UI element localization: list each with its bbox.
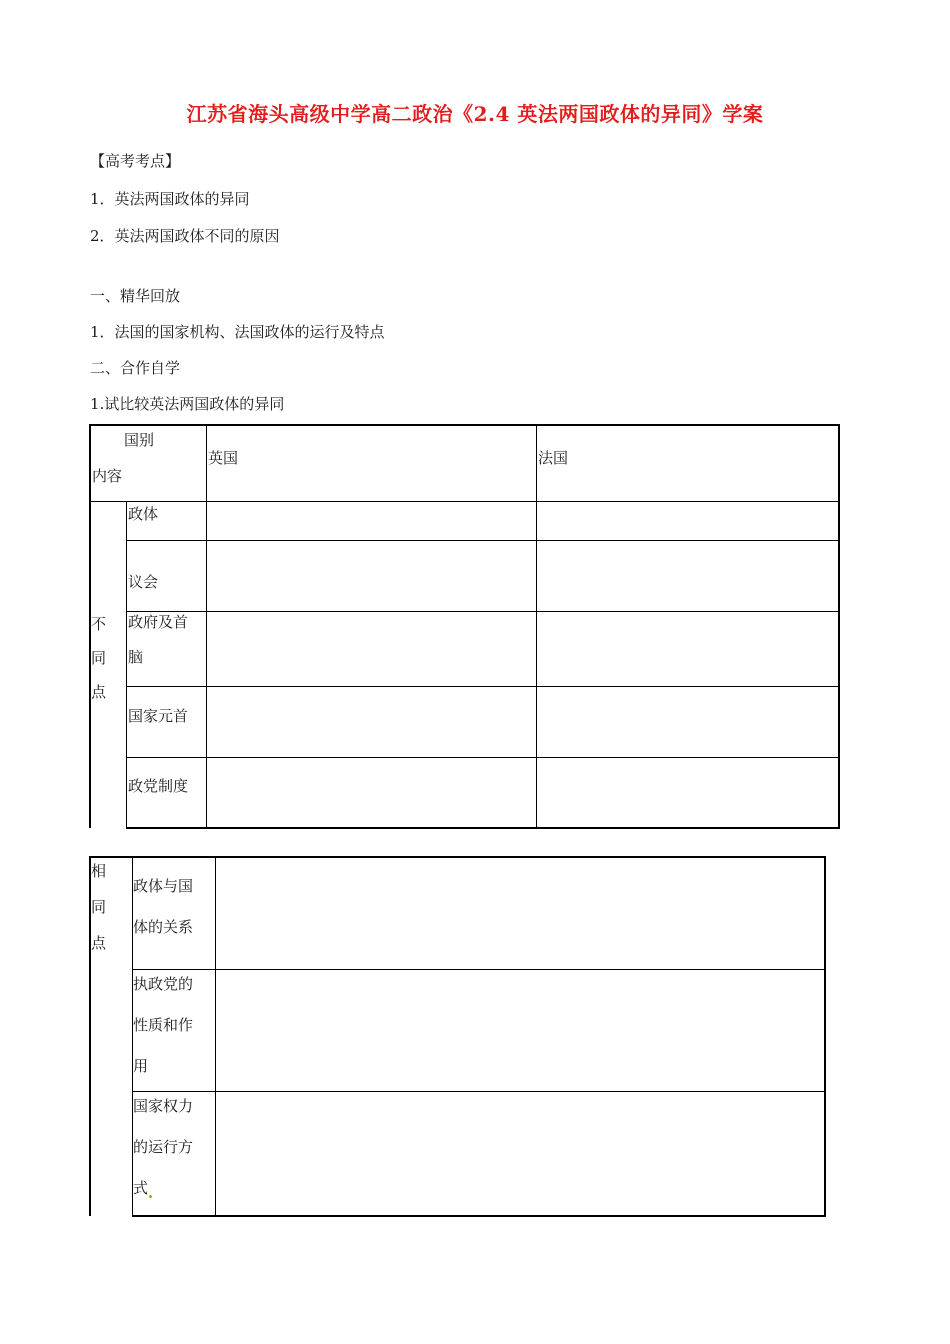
- row-label-polity: 政体: [128, 505, 159, 523]
- header-country-label: 国别: [124, 431, 155, 449]
- exam-point-2: 2．英法两国政体不同的原因: [90, 227, 280, 245]
- section-1-heading: 一、精华回放: [90, 287, 181, 305]
- section-2-task: 1.试比较英法两国政体的异同: [90, 395, 285, 413]
- group-label-differences: 不 同 点: [91, 615, 107, 701]
- column-header-uk: 英国: [208, 449, 239, 467]
- stray-mark: [149, 1195, 152, 1198]
- row-label-power-operation: 国家权力 的运行方 式: [133, 1097, 194, 1197]
- section-1-item-1: 1．法国的国家机构、法国政体的运行及特点: [90, 323, 385, 341]
- row-label-head-of-state: 国家元首: [128, 707, 189, 725]
- row-label-government: 政府及首 脑: [128, 613, 189, 666]
- group-label-similarities: 相 同 点: [91, 862, 107, 952]
- header-content-label: 内容: [92, 467, 123, 485]
- exam-points-header: 【高考考点】: [90, 152, 181, 170]
- page-title: 江苏省海头高级中学高二政治《2.4 英法两国政体的异同》学案: [186, 102, 764, 126]
- column-header-france: 法国: [538, 449, 569, 467]
- row-label-party-system: 政党制度: [128, 777, 189, 795]
- row-label-ruling-party: 执政党的 性质和作 用: [133, 975, 194, 1075]
- section-2-heading: 二、合作自学: [90, 359, 181, 377]
- row-label-parliament: 议会: [128, 573, 159, 591]
- exam-point-1: 1．英法两国政体的异同: [90, 190, 250, 208]
- row-label-polity-state-relation: 政体与国 体的关系: [133, 877, 194, 936]
